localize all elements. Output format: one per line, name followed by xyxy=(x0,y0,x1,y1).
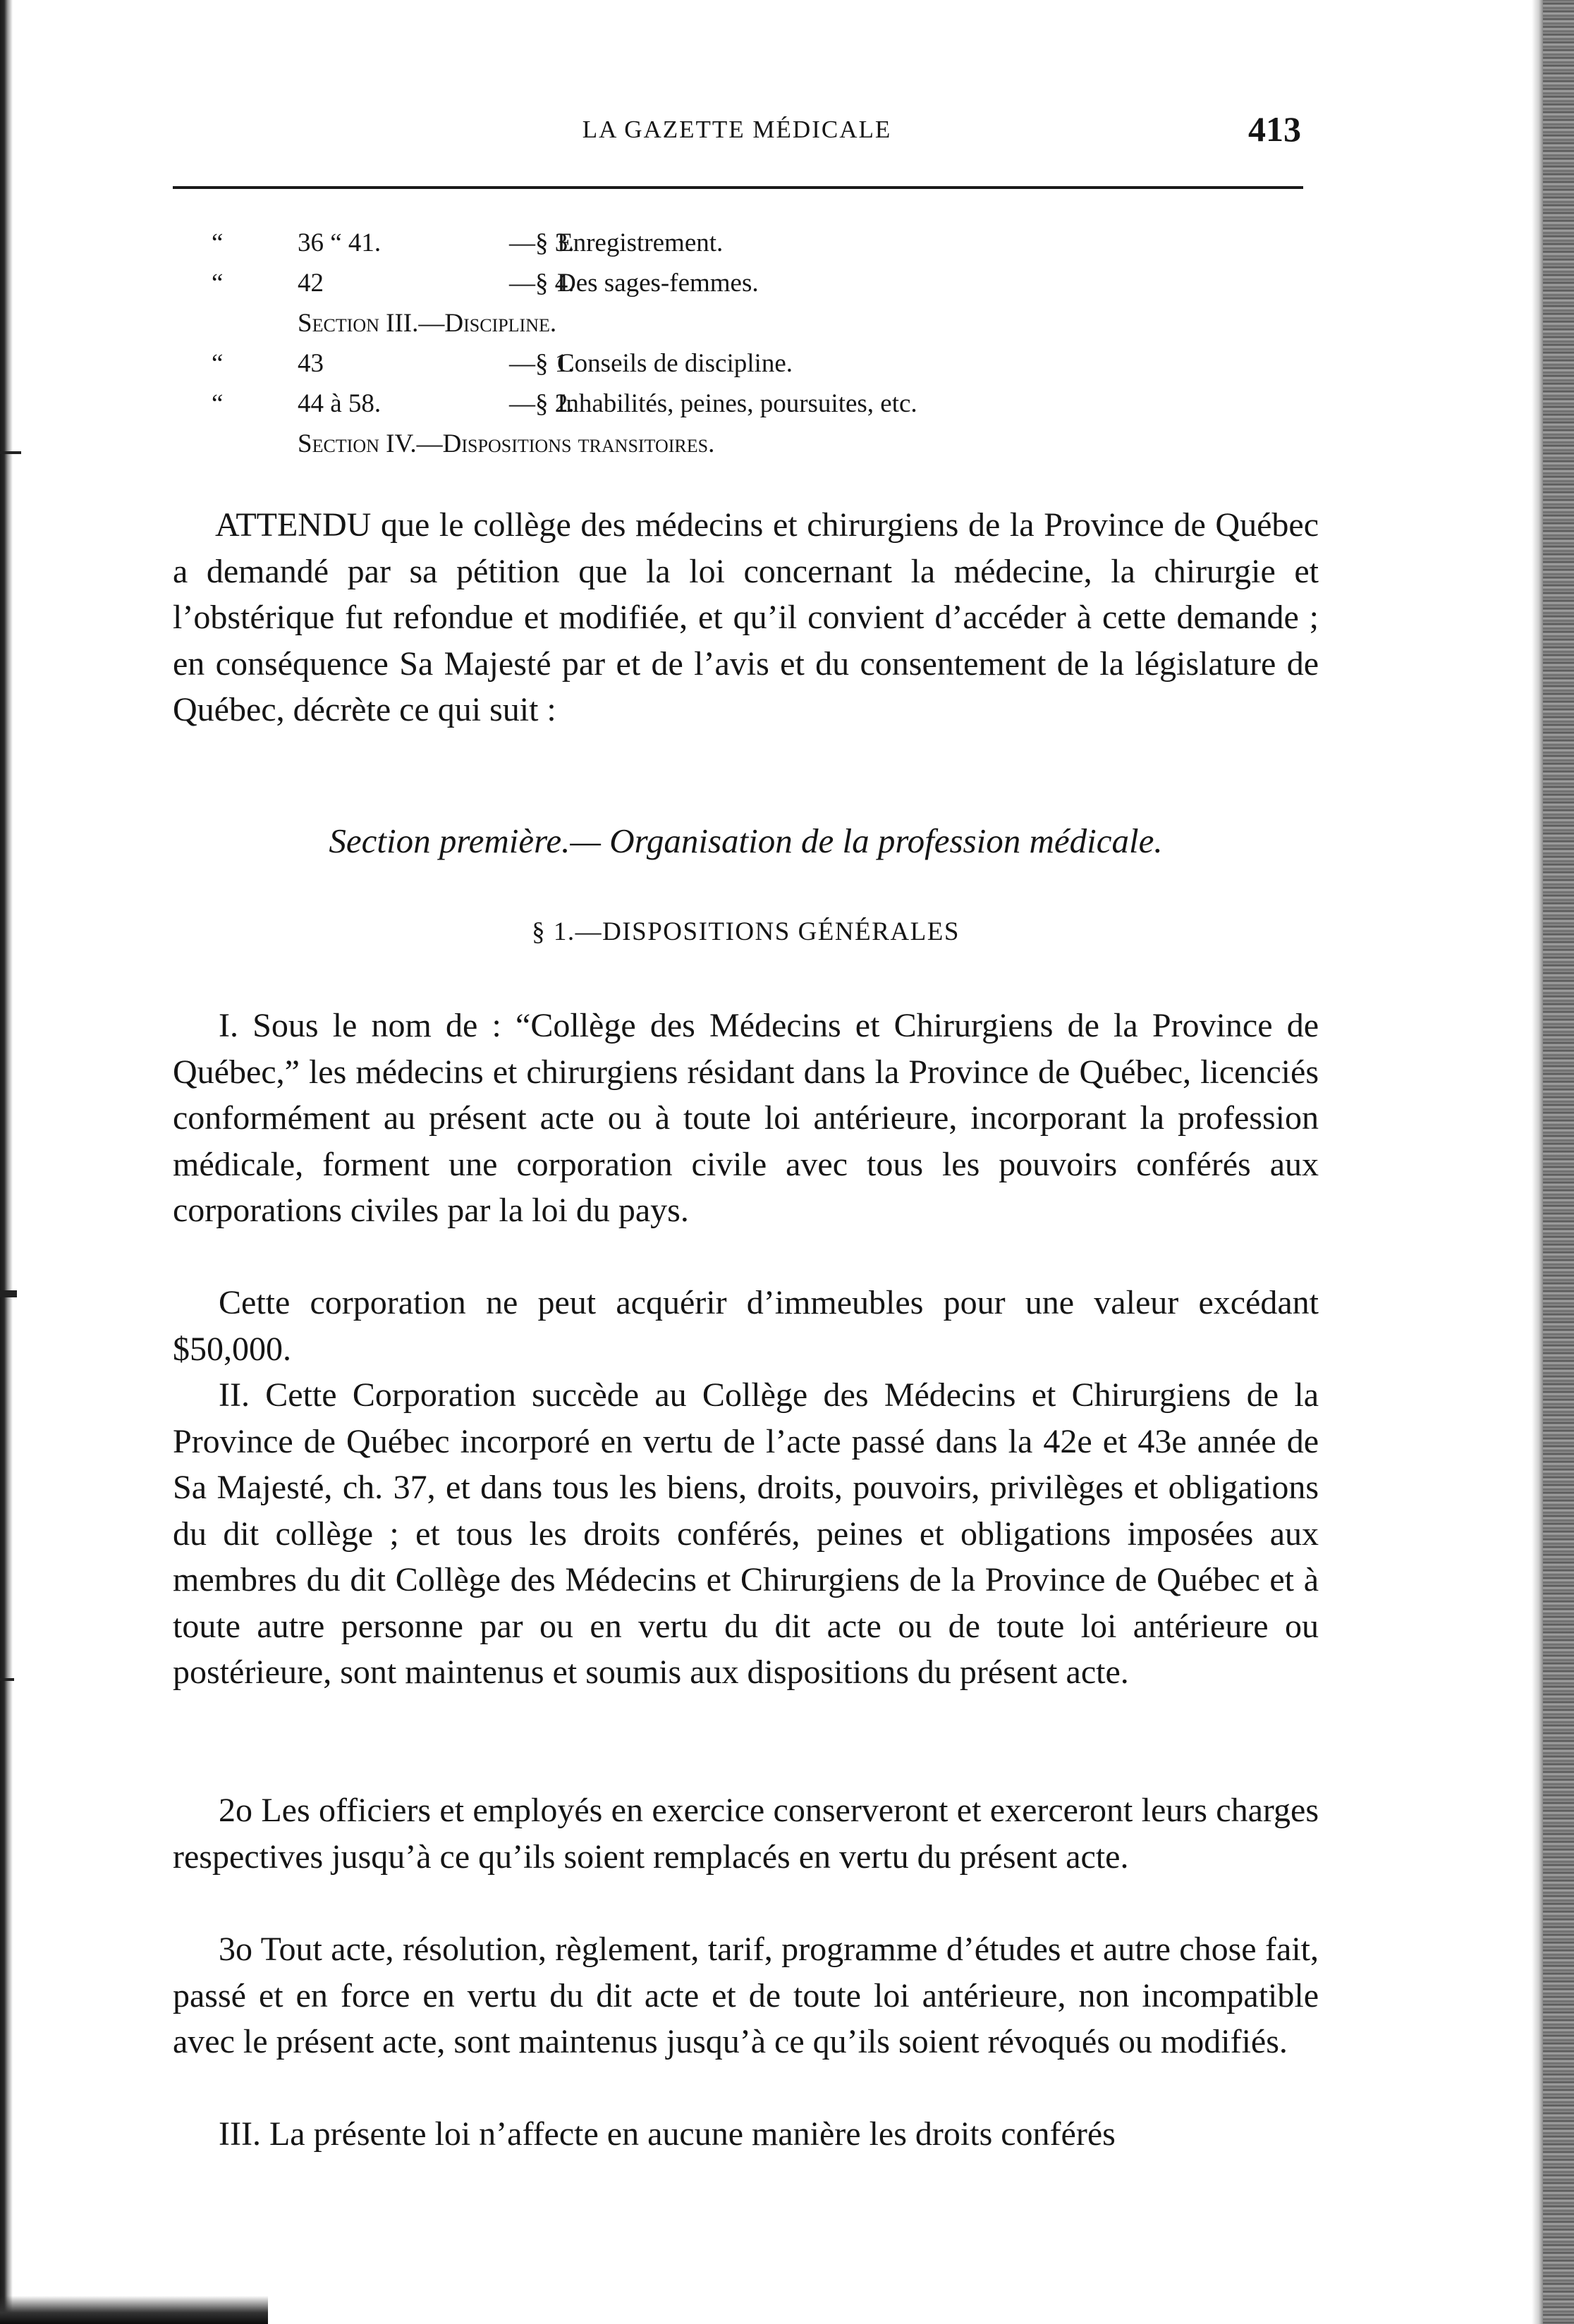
toc-row xyxy=(212,343,1269,384)
scan-mark xyxy=(0,1678,14,1681)
ditto-mark: “ xyxy=(212,269,224,298)
toc-row xyxy=(212,424,1269,464)
running-title: LA GAZETTE MÉDICALE xyxy=(582,116,892,143)
header-rule xyxy=(173,186,1303,189)
toc-article-ref: 42 xyxy=(298,269,324,298)
toc-section-number: —§ 3. xyxy=(509,228,575,257)
toc-row xyxy=(212,223,1269,263)
toc-section-number: —§ 2. xyxy=(509,389,575,418)
toc-article-ref: 43 xyxy=(298,349,324,378)
scan-edge-right-shadow xyxy=(1532,0,1543,2324)
toc-row xyxy=(212,384,1269,424)
toc-article-ref: 36 “ 41. xyxy=(298,228,382,257)
toc-title: Inhabilités, peines, poursuites, etc. xyxy=(557,389,917,418)
toc-row xyxy=(212,263,1269,303)
toc-section-line: Section III.—Discipline. xyxy=(298,309,557,338)
ditto-mark: “ xyxy=(212,389,224,418)
toc-article-ref: 44 à 58. xyxy=(298,389,382,418)
ditto-mark: “ xyxy=(212,228,224,257)
toc-title: Enregistrement. xyxy=(557,228,724,257)
preamble-paragraph: ATTENDU que le collège des médecins et chirurgiens de la Province de Québec a demandé par sa pétition que la loi concernant la médecine, la chirurgie et l’obstérique fut refondue et modifiée, et qu’il convient d’accéder à cette demande ; en conséquence Sa Majesté par et de l’avis et du consentement de la législature de Québec, décrète ce qui suit : xyxy=(173,506,1319,728)
page-number: 413 xyxy=(1248,109,1301,149)
table-of-contents xyxy=(212,223,1269,464)
ditto-mark: “ xyxy=(212,349,224,378)
toc-title: Conseils de discipline. xyxy=(557,349,793,378)
toc-row xyxy=(212,303,1269,343)
section-heading: Section première.— Organisation de la profession médicale. xyxy=(329,821,1163,860)
page-header xyxy=(173,106,1301,155)
article-paragraph: III. La présente loi n’affecte en aucune manière les droits conférés xyxy=(219,2115,1116,2153)
article-paragraph: 3o Tout acte, résolution, règlement, tarif, programme d’études et autre chose fait, passé et en force en vertu du dit acte et de toute loi antérieure, non incompatible avec le présent acte, sont maintenus jusqu’à ce qu’ils soient révoqués ou modifiés. xyxy=(173,1931,1319,2060)
scan-mark xyxy=(0,1290,17,1297)
toc-section-number: —§ 1. xyxy=(509,349,575,378)
article-paragraph: 2o Les officiers et employés en exercice conserveront et exerceront leurs charges respectives jusqu’à ce qu’ils soient remplacés en vertu du présent acte. xyxy=(173,1792,1319,1876)
scan-mark xyxy=(0,451,21,454)
scan-edge-left xyxy=(0,0,13,2324)
toc-section-number: —§ 4. xyxy=(509,269,575,298)
toc-title: Des sages-femmes. xyxy=(557,269,759,298)
scan-corner-shadow xyxy=(0,2296,268,2324)
article-paragraph: I. Sous le nom de : “Collège des Médecins et Chirurgiens de la Province de Québec,” les médecins et chirurgiens résidant dans la Province de Québec, licenciés conformément au présent acte ou à toute loi antérieure, incorporant la profession médicale, forment une corporation civile avec tous les pouvoirs conférés aux corporations civiles par la loi du pays. xyxy=(173,1007,1319,1229)
article-paragraph: II. Cette Corporation succède au Collège des Médecins et Chirurgiens de la Province de Québec incorporé en vertu de l’acte passé dans la 42e et 43e année de Sa Majesté, ch. 37, et dans tous les biens, droits, pouvoirs, privilèges et obligations du dit collège ; et tous les droits conférés, peines et obligations imposées aux membres du dit Collège des Médecins et Chirurgiens de la Province de Québec et à toute autre personne par ou en vertu du dit acte ou de toute loi antérieure ou postérieure, sont maintenus et soumis aux dispositions du présent acte. xyxy=(173,1376,1319,1691)
scan-edge-right xyxy=(1543,0,1574,2324)
article-paragraph: Cette corporation ne peut acquérir d’immeubles pour une valeur excédant $50,000. xyxy=(173,1284,1319,1368)
subsection-heading: § 1.—DISPOSITIONS GÉNÉRALES xyxy=(532,917,960,946)
toc-section-line: Section IV.—Dispositions transitoires. xyxy=(298,429,715,458)
